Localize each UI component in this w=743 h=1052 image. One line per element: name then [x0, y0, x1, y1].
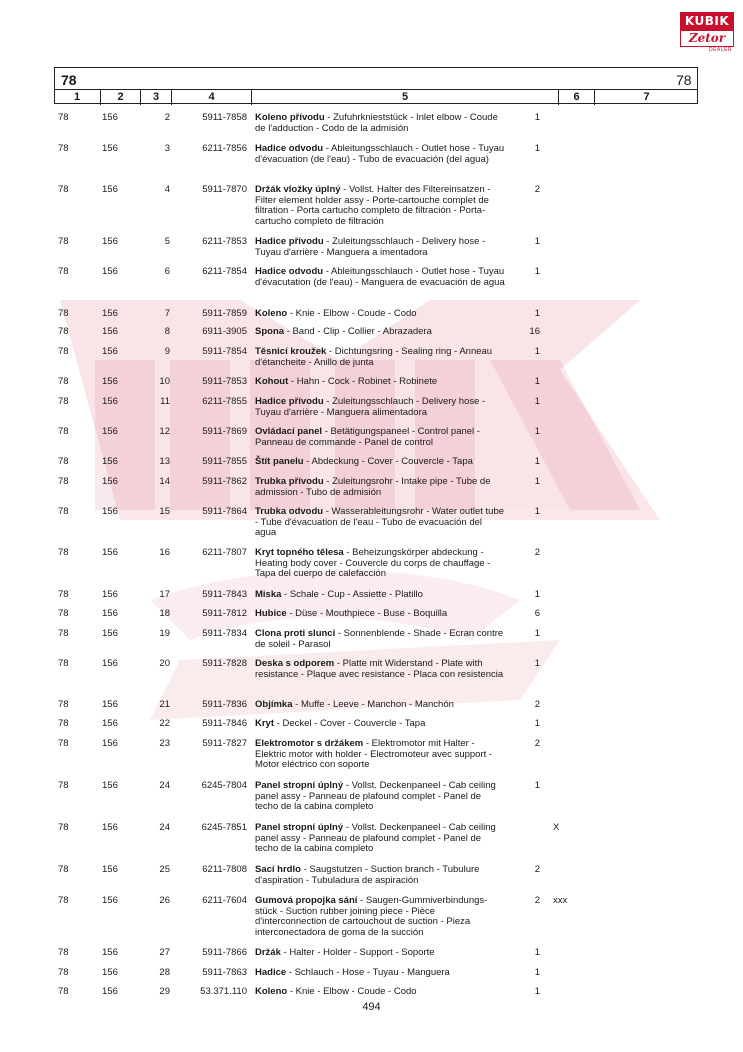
cell-group: 78 — [58, 699, 69, 710]
cell-part-number: 6211-7807 — [202, 547, 247, 558]
cell-position: 17 — [159, 589, 170, 600]
cell-figure: 156 — [102, 699, 118, 710]
cell-quantity: 1 — [534, 143, 540, 154]
col-header-1: 1 — [54, 90, 101, 105]
cell-group: 78 — [58, 396, 69, 407]
cell-position: 25 — [159, 864, 170, 875]
col-header-4: 4 — [172, 90, 252, 105]
cell-description — [255, 477, 505, 498]
cell-quantity: 1 — [534, 396, 540, 407]
cell-figure: 156 — [102, 112, 118, 123]
cell-part-number: 6911-3905 — [202, 326, 247, 337]
cell-position: 5 — [164, 236, 170, 247]
cell-description — [255, 327, 505, 338]
cell-description — [255, 659, 505, 680]
cell-figure: 156 — [102, 426, 118, 437]
cell-part-number: 5911-7869 — [202, 426, 247, 437]
cell-group: 78 — [58, 822, 69, 833]
cell-figure: 156 — [102, 895, 118, 906]
part-name-cz: Hadice odvodu — [255, 143, 324, 154]
part-name-cz: Miska — [255, 589, 282, 600]
cell-part-number: 6211-7808 — [202, 864, 247, 875]
cell-description — [255, 781, 505, 813]
cell-description — [255, 548, 505, 580]
cell-position: 24 — [159, 822, 170, 833]
cell-position: 16 — [159, 547, 170, 558]
cell-group: 78 — [58, 658, 69, 669]
cell-position: 13 — [159, 456, 170, 467]
cell-position: 19 — [159, 628, 170, 639]
cell-description — [255, 719, 505, 730]
cell-position: 29 — [159, 986, 170, 997]
cell-quantity: 1 — [534, 780, 540, 791]
part-name-translations: - Betätigungspaneel - Control panel - Panneau de commande - Panel de control — [255, 426, 480, 448]
cell-quantity: 1 — [534, 236, 540, 247]
part-name-cz: Trubka přívodu — [255, 476, 324, 487]
cell-position: 11 — [160, 396, 170, 407]
cell-position: 10 — [159, 376, 170, 387]
part-name-translations: - Sonnenblende - Shade - Ecran contre de soleil - Parasol — [255, 628, 504, 650]
cell-description — [255, 309, 505, 320]
cell-figure: 156 — [102, 780, 118, 791]
cell-description — [255, 377, 505, 388]
cell-quantity: 1 — [534, 967, 540, 978]
cell-figure: 156 — [102, 236, 118, 247]
part-name-translations: - Knie - Elbow - Coude - Codo — [287, 986, 417, 997]
cell-figure: 156 — [102, 326, 118, 337]
part-name-cz: Panel stropní úplný — [255, 822, 344, 833]
part-name-translations: - Zufuhrknieststück - Inlet elbow - Coude de l'adduction - Codo de la admisión — [255, 112, 498, 134]
part-name-translations: - Muffe - Leeve - Manchon - Manchón — [292, 699, 454, 710]
part-name-cz: Štít panelu — [255, 456, 304, 467]
col-header-2: 2 — [101, 90, 141, 105]
cell-position: 26 — [159, 895, 170, 906]
part-name-translations: - Halter - Holder - Support - Soporte — [280, 947, 435, 958]
page-group-left: 78 — [61, 72, 77, 88]
kubik-zetor-logo — [680, 12, 734, 53]
cell-figure: 156 — [102, 184, 118, 195]
cell-quantity: 1 — [534, 986, 540, 997]
cell-group: 78 — [58, 346, 69, 357]
part-name-translations: - Vollst. Halter des Filtereinsatzen - Filter element holder assy - Porte-cartouche complet de filtration - Porta cartucho completo de filtración - Porta-cartucho completo de filtración — [255, 184, 491, 227]
part-name-cz: Clona proti slunci — [255, 628, 336, 639]
part-name-translations: - Dichtungsring - Sealing ring - Anneau d'étancheite - Anillo de junta — [255, 346, 493, 368]
part-name-translations: - Ableitungsschlauch - Outlet hose - Tuyau d'évacutation (de l'eau) - Manguera de evacuación de agua — [255, 266, 505, 288]
cell-position: 7 — [164, 308, 170, 319]
part-name-cz: Hadice přívodu — [255, 396, 324, 407]
part-name-cz: Objímka — [255, 699, 293, 710]
cell-position: 6 — [164, 266, 170, 277]
part-name-translations: - Hahn - Cock - Robinet - Robinete — [288, 376, 438, 387]
cell-part-number: 6211-7856 — [202, 143, 247, 154]
cell-position: 4 — [164, 184, 170, 195]
cell-part-number: 6211-7855 — [202, 396, 247, 407]
cell-description — [255, 700, 505, 711]
cell-position: 21 — [159, 699, 170, 710]
cell-position: 8 — [164, 326, 170, 337]
part-name-cz: Držák — [255, 947, 281, 958]
cell-quantity: 1 — [534, 308, 540, 319]
cell-part-number: 5911-7870 — [202, 184, 247, 195]
cell-group: 78 — [58, 476, 69, 487]
part-name-cz: Koleno přívodu — [255, 112, 325, 123]
cell-figure: 156 — [102, 506, 118, 517]
cell-part-number: 5911-7812 — [202, 608, 247, 619]
part-name-translations: - Wasserableitungsrohr - Water outlet tube - Tube d'évacuation de l'eau - Tubo de evacuación del agua — [255, 506, 505, 538]
cell-group: 78 — [58, 547, 69, 558]
cell-part-number: 5911-7854 — [202, 346, 247, 357]
cell-part-number: 5911-7846 — [202, 718, 247, 729]
cell-group: 78 — [58, 308, 69, 319]
part-name-translations: - Düse - Mouthpiece - Buse - Boquilla — [286, 608, 448, 619]
part-name-cz: Trubka odvodu — [255, 506, 324, 517]
column-header-row — [54, 89, 698, 105]
cell-position: 15 — [159, 506, 170, 517]
cell-part-number: 5911-7859 — [202, 308, 247, 319]
cell-part-number: 5911-7866 — [202, 947, 247, 958]
cell-figure: 156 — [102, 658, 118, 669]
part-name-cz: Hadice přívodu — [255, 236, 324, 247]
logo-dealer: DEALER — [708, 47, 732, 53]
part-name-cz: Hadice — [255, 967, 287, 978]
cell-figure: 156 — [102, 476, 118, 487]
logo-sub-brand: Zetor — [680, 31, 734, 47]
cell-figure: 156 — [102, 718, 118, 729]
cell-group: 78 — [58, 266, 69, 277]
cell-description — [255, 590, 505, 601]
cell-quantity: 1 — [534, 456, 540, 467]
cell-position: 23 — [159, 738, 170, 749]
cell-group: 78 — [58, 184, 69, 195]
cell-description — [255, 948, 505, 959]
cell-group: 78 — [58, 718, 69, 729]
part-name-cz: Hubice — [255, 608, 287, 619]
cell-group: 78 — [58, 947, 69, 958]
cell-figure: 156 — [102, 628, 118, 639]
part-name-translations: - Zuleitungsschlauch - Delivery hose - Tuyau d'arrière - Manguera a imentadora — [255, 236, 486, 258]
part-name-translations: - Beheizungskörper abdeckung - Heating body cover - Couvercle du corps de chauffage - Tapa del cuerpo de calefacción — [255, 547, 491, 579]
part-name-cz: Ovládací panel — [255, 426, 323, 437]
cell-part-number: 53.371.110 — [200, 986, 247, 997]
part-name-translations: - Zuleitungsschlauch - Delivery hose - Tuyau d'arrière - Manguera alimentadora — [255, 396, 486, 418]
cell-quantity: 1 — [534, 628, 540, 639]
cell-figure: 156 — [102, 143, 118, 154]
cell-part-number: 5911-7827 — [202, 738, 247, 749]
cell-figure: 156 — [102, 738, 118, 749]
cell-part-number: 6245-7851 — [201, 822, 247, 833]
part-name-cz: Koleno — [255, 308, 288, 319]
cell-position: 3 — [164, 143, 170, 154]
cell-figure: 156 — [102, 986, 118, 997]
cell-quantity: 16 — [529, 326, 540, 337]
cell-part-number: 5911-7864 — [202, 506, 247, 517]
logo-brand: KUBIK — [680, 12, 734, 31]
cell-quantity: 1 — [534, 718, 540, 729]
cell-quantity: 1 — [534, 426, 540, 437]
cell-group: 78 — [58, 608, 69, 619]
cell-group: 78 — [58, 326, 69, 337]
cell-part-number: 5911-7862 — [202, 476, 247, 487]
cell-description — [255, 823, 505, 855]
cell-description — [255, 896, 505, 938]
cell-description — [255, 629, 505, 650]
part-name-translations: - Ableitungsschlauch - Outlet hose - Tuyau d'évacuation (de l'eau) - Tubo de evacuación (del agua) — [255, 143, 505, 165]
cell-description — [255, 987, 505, 998]
cell-part-number: 6211-7604 — [202, 895, 247, 906]
cell-group: 78 — [58, 112, 69, 123]
part-name-translations: - Vollst. Deckenpaneel - Cab ceiling panel assy - Panneau de plafound complet - Panel de techo de la cabina completo — [255, 780, 496, 812]
cell-group: 78 — [58, 864, 69, 875]
cell-group: 78 — [58, 895, 69, 906]
cell-description — [255, 968, 505, 979]
cell-quantity: 2 — [534, 738, 540, 749]
cell-quantity: 2 — [534, 184, 540, 195]
cell-description — [255, 144, 505, 165]
part-name-cz: Kryt — [255, 718, 275, 729]
part-name-translations: - Zuleitungsrohr - Intake pipe - Tube de admission - Tubo de admisión — [255, 476, 491, 498]
cell-figure: 156 — [102, 396, 118, 407]
cell-position: 14 — [159, 476, 170, 487]
cell-description — [255, 267, 505, 288]
cell-description — [255, 457, 505, 468]
cell-figure: 156 — [102, 822, 118, 833]
part-name-translations: - Platte mit Widerstand - Plate with resistance - Plaque avec resistance - Placa con resistencia — [255, 658, 504, 680]
cell-position: 28 — [159, 967, 170, 978]
part-name-translations: - Knie - Elbow - Coude - Codo — [287, 308, 417, 319]
cell-description — [255, 237, 505, 258]
cell-figure: 156 — [102, 608, 118, 619]
page-group-right: 78 — [676, 72, 692, 88]
cell-part-number: 6211-7854 — [202, 266, 247, 277]
cell-description — [255, 397, 505, 418]
cell-quantity: 2 — [534, 864, 540, 875]
cell-part-number: 5911-7863 — [202, 967, 247, 978]
cell-quantity: 1 — [534, 266, 540, 277]
cell-group: 78 — [58, 143, 69, 154]
cell-group: 78 — [58, 589, 69, 600]
cell-figure: 156 — [102, 308, 118, 319]
cell-quantity: 1 — [534, 658, 540, 669]
cell-note: X — [553, 822, 560, 833]
cell-part-number: 6211-7853 — [202, 236, 247, 247]
cell-description — [255, 507, 505, 539]
cell-quantity: 2 — [534, 895, 540, 906]
cell-position: 24 — [159, 780, 170, 791]
part-name-translations: - Vollst. Deckenpaneel - Cab ceiling panel assy - Panneau de plafound complet - Panel de techo de la cabina completo — [255, 822, 496, 854]
part-name-cz: Držák vložky úplný — [255, 184, 341, 195]
cell-part-number: 5911-7828 — [202, 658, 247, 669]
cell-position: 12 — [159, 426, 170, 437]
cell-position: 20 — [159, 658, 170, 669]
cell-group: 78 — [58, 376, 69, 387]
cell-part-number: 5911-7836 — [202, 699, 247, 710]
cell-figure: 156 — [102, 589, 118, 600]
cell-description — [255, 347, 505, 368]
cell-group: 78 — [58, 426, 69, 437]
cell-part-number: 5911-7843 — [202, 589, 247, 600]
part-name-cz: Těsnicí kroužek — [255, 346, 327, 357]
part-name-translations: - Elektromotor mit Halter - Elektric motor with holder - Electromoteur avec support - Motor eléctrico con soporte — [255, 738, 493, 770]
cell-group: 78 — [58, 456, 69, 467]
part-name-translations: - Deckel - Cover - Couvercle - Tapa — [274, 718, 426, 729]
cell-quantity: 2 — [534, 547, 540, 558]
cell-quantity: 1 — [534, 346, 540, 357]
cell-description — [255, 185, 505, 227]
part-name-translations: - Saugen-Gummiverbindungs-stück - Suction rubber joining piece - Pièce d'interconnection de cartouchout de suction - Pieza interconectadora de goma de la succión — [255, 895, 488, 938]
cell-group: 78 — [58, 506, 69, 517]
cell-figure: 156 — [102, 346, 118, 357]
cell-description — [255, 609, 505, 620]
cell-group: 78 — [58, 738, 69, 749]
col-header-7: 7 — [643, 91, 650, 103]
part-name-translations: - Band - Clip - Collier - Abrazadera — [284, 326, 432, 337]
cell-quantity: 1 — [534, 947, 540, 958]
cell-position: 9 — [164, 346, 170, 357]
cell-group: 78 — [58, 967, 69, 978]
cell-figure: 156 — [102, 864, 118, 875]
part-name-cz: Sací hrdlo — [255, 864, 301, 875]
part-name-cz: Spona — [255, 326, 285, 337]
part-name-cz: Kohout — [255, 376, 289, 387]
cell-figure: 156 — [102, 967, 118, 978]
part-name-cz: Koleno — [255, 986, 288, 997]
cell-part-number: 6245-7804 — [201, 780, 247, 791]
cell-part-number: 5911-7853 — [202, 376, 247, 387]
part-name-translations: - Abdeckung - Cover - Couvercle - Tapa — [303, 456, 473, 467]
cell-part-number: 5911-7834 — [202, 628, 247, 639]
cell-group: 78 — [58, 236, 69, 247]
part-name-cz: Panel stropní úplný — [255, 780, 344, 791]
cell-description — [255, 739, 505, 771]
part-name-translations: - Saugstutzen - Suction branch - Tubulure d'aspiration - Tubuladura de aspiración — [255, 864, 480, 886]
cell-position: 2 — [164, 112, 170, 123]
cell-figure: 156 — [102, 947, 118, 958]
cell-figure: 156 — [102, 376, 118, 387]
part-name-cz: Elektromotor s držákem — [255, 738, 364, 749]
part-name-translations: - Schale - Cup - Assiette - Platillo — [281, 589, 423, 600]
cell-description — [255, 113, 505, 134]
cell-figure: 156 — [102, 456, 118, 467]
col-header-3: 3 — [141, 90, 172, 105]
cell-position: 22 — [159, 718, 170, 729]
cell-part-number: 5911-7858 — [202, 112, 247, 123]
col-header-5: 5 — [252, 90, 559, 105]
cell-quantity: 1 — [534, 589, 540, 600]
cell-quantity: 2 — [534, 699, 540, 710]
cell-group: 78 — [58, 780, 69, 791]
part-name-cz: Deska s odporem — [255, 658, 335, 669]
cell-quantity: 1 — [534, 112, 540, 123]
cell-position: 18 — [159, 608, 170, 619]
part-name-cz: Gumová propojka sání — [255, 895, 358, 906]
part-name-cz: Kryt topného tělesa — [255, 547, 344, 558]
cell-quantity: 6 — [534, 608, 540, 619]
cell-figure: 156 — [102, 266, 118, 277]
cell-group: 78 — [58, 628, 69, 639]
cell-quantity: 1 — [534, 506, 540, 517]
cell-description — [255, 865, 505, 886]
cell-quantity: 1 — [534, 376, 540, 387]
cell-description — [255, 427, 505, 448]
cell-quantity: 1 — [534, 476, 540, 487]
part-name-translations: - Schlauch - Hose - Tuyau - Manguera — [286, 967, 450, 978]
cell-figure: 156 — [102, 547, 118, 558]
cell-group: 78 — [58, 986, 69, 997]
cell-position: 27 — [159, 947, 170, 958]
col-header-6: 6 — [559, 90, 595, 105]
cell-note: xxx — [553, 895, 568, 906]
part-name-cz: Hadice odvodu — [255, 266, 324, 277]
cell-part-number: 5911-7855 — [202, 456, 247, 467]
page-number: 494 — [362, 1001, 381, 1013]
